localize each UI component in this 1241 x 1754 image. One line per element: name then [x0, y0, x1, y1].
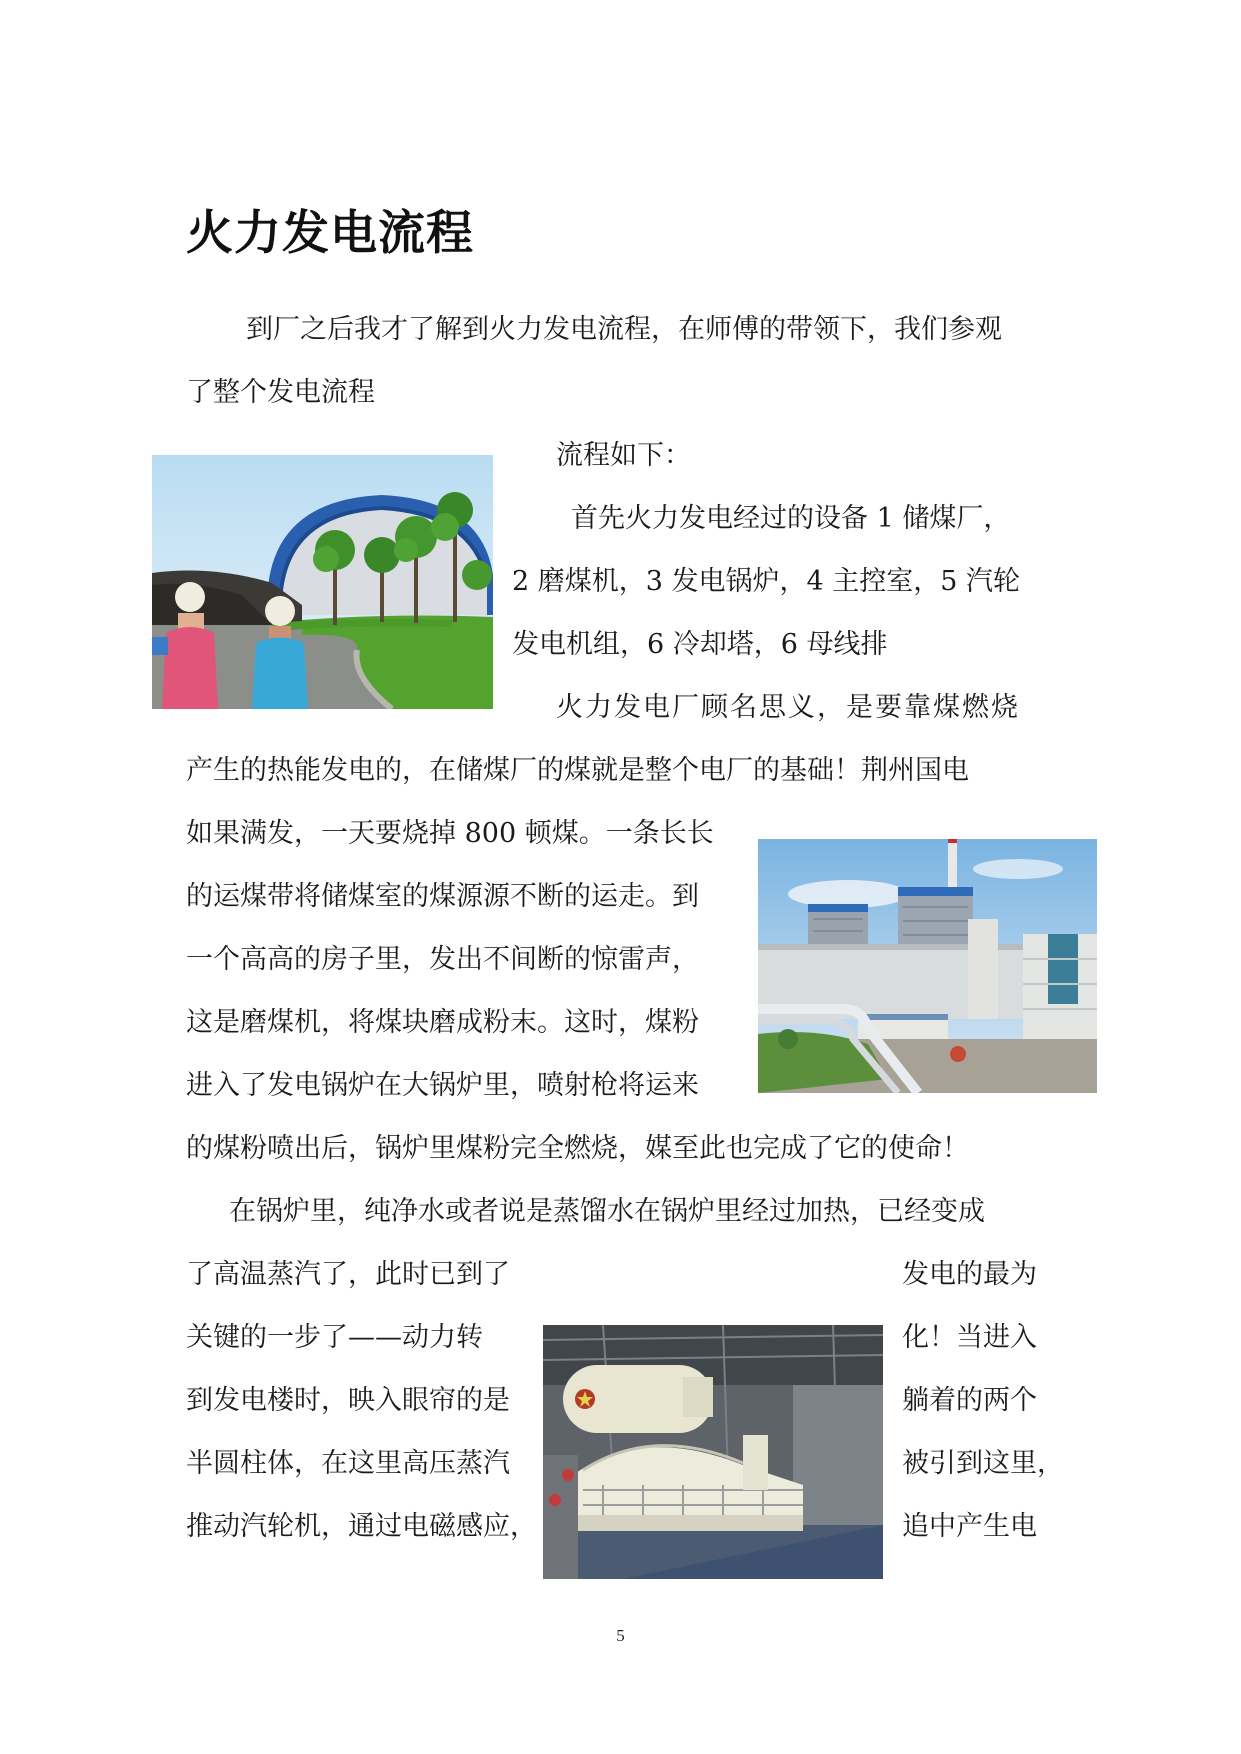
paragraph-line: 火力发电厂顾名思义，是要靠煤燃烧: [556, 692, 1020, 723]
paragraph-line: 流程如下：: [556, 440, 691, 471]
wrap-line-left: 推动汽轮机，通过电磁感应，: [186, 1511, 537, 1542]
wrap-line-right: 被引到这里，: [902, 1448, 1064, 1479]
wrap-line-right: 化！当进入: [902, 1322, 1037, 1353]
wrap-line-right: 追中产生电: [902, 1511, 1037, 1542]
paragraph-line: 首先火力发电经过的设备 1 储煤厂，: [571, 503, 1011, 534]
wrap-line-left: 了高温蒸汽了，此时已到了: [186, 1259, 510, 1290]
paragraph-line: 到厂之后我才了解到火力发电流程，在师傅的带领下，我们参观: [246, 314, 1002, 345]
wrap-line-right: 躺着的两个: [902, 1385, 1037, 1416]
page-number: 5: [616, 1626, 625, 1645]
coal-yard-photo: [152, 455, 493, 709]
power-plant-photo: [758, 839, 1097, 1093]
turbine-hall-photo: [543, 1325, 883, 1579]
wrap-line-left: 半圆柱体，在这里高压蒸汽: [186, 1448, 510, 1479]
paragraph-line: 的运煤带将储煤室的煤源源不断的运走。到: [186, 881, 699, 912]
paragraph-line: 2 磨煤机，3 发电锅炉，4 主控室，5 汽轮: [512, 566, 1021, 597]
paragraph-line: 了整个发电流程: [186, 377, 375, 408]
page-title: 火力发电流程: [186, 206, 474, 261]
paragraph-line: 一个高高的房子里，发出不间断的惊雷声，: [186, 944, 699, 975]
paragraph-line: 进入了发电锅炉在大锅炉里，喷射枪将运来: [186, 1070, 699, 1101]
paragraph-line: 产生的热能发电的，在储煤厂的煤就是整个电厂的基础！荆州国电: [186, 755, 969, 786]
paragraph-line: 发电机组，6 冷却塔，6 母线排: [512, 629, 888, 660]
wrap-line-right: 发电的最为: [902, 1259, 1037, 1290]
wrap-line-left: 关键的一步了——动力转: [186, 1322, 483, 1353]
paragraph-line: 在锅炉里，纯净水或者说是蒸馏水在锅炉里经过加热，已经变成: [229, 1196, 985, 1227]
wrap-line-left: 到发电楼时，映入眼帘的是: [186, 1385, 510, 1416]
paragraph-line: 这是磨煤机，将煤块磨成粉末。这时，煤粉: [186, 1007, 699, 1038]
paragraph-line: 如果满发，一天要烧掉 800 顿煤。一条长长: [186, 818, 714, 849]
paragraph-line: 的煤粉喷出后，锅炉里煤粉完全燃烧，媒至此也完成了它的使命！: [186, 1133, 969, 1164]
